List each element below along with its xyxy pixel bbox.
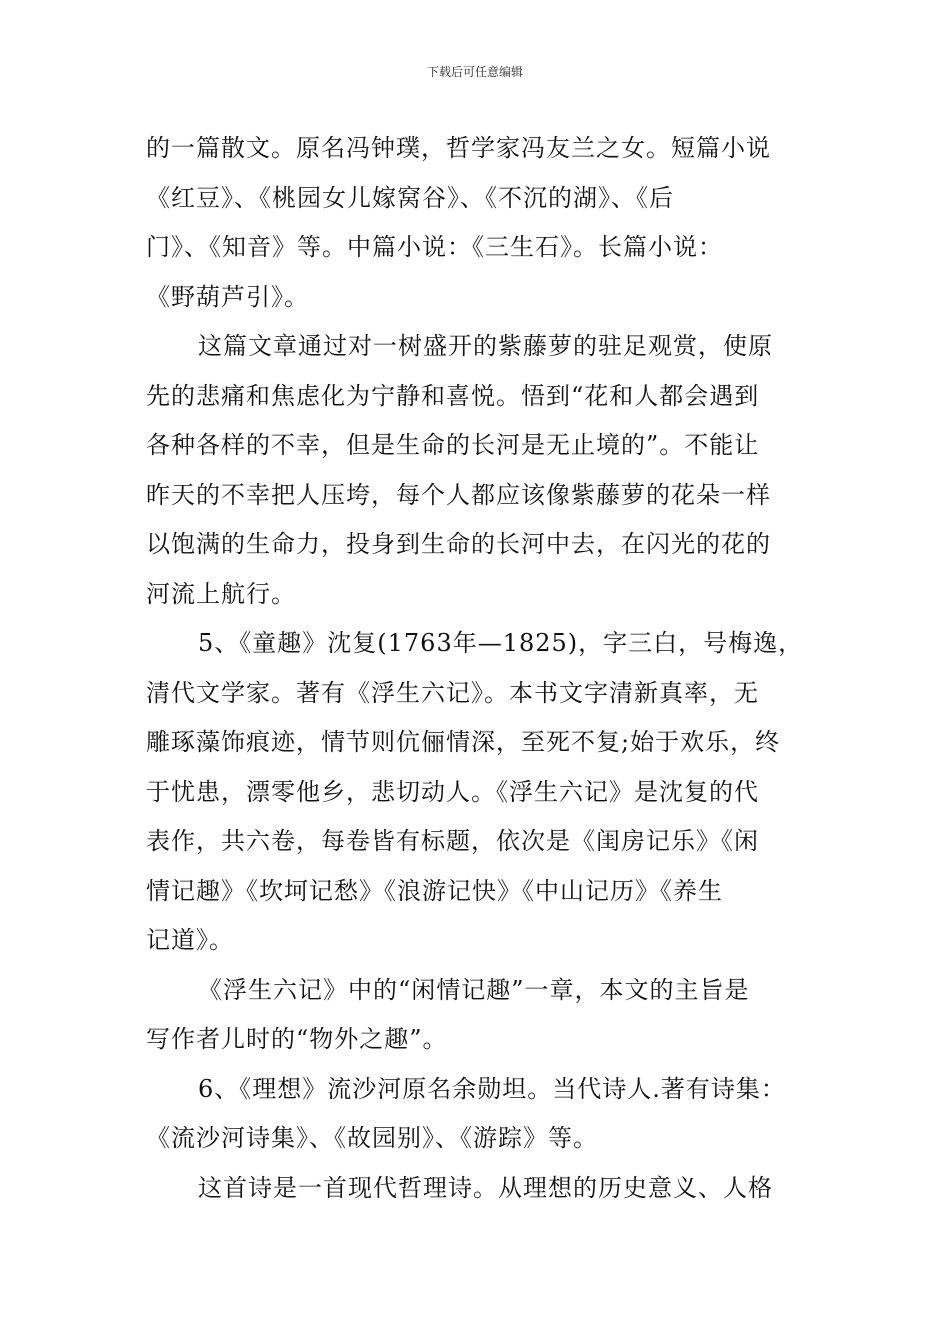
text-line: 这首诗是一首现代哲理诗。从理想的历史意义、人格 [198,1173,773,1202]
text-line: 河流上航行。 [146,579,296,608]
text-line: 6、《理想》流沙河原名余勋坦。当代诗人.著有诗集： [198,1074,786,1103]
text-line: 以饱满的生命力，投身到生命的长河中去，在闪光的花的 [146,530,771,558]
text-line: 的一篇散文。原名冯钟璞，哲学家冯友兰之女。短篇小说 [146,134,771,162]
text-line: 表作，共六卷，每卷皆有标题，依次是《闺房记乐》《闲 [146,827,759,855]
text-line: 清代文学家。著有《浮生六记》。本书文字清新真率，无 [146,678,759,707]
text-line: 情记趣》《坎坷记愁》《浪游记快》《中山记历》《养生 [146,876,723,905]
page-header: 下载后可任意编辑 [426,65,523,79]
text-line: 写作者儿时的“物外之趣”。 [146,1025,448,1053]
text-line: 《红豆》、《桃园女儿嫁窝谷》、《不沉的湖》、《后 [146,183,674,212]
text-line: 门》、《知音》等。中篇小说：《三生石》。长篇小说： [146,233,723,261]
text-line: 5、《童趣》沈复(1763年—1825)，字三白，号梅逸， [198,629,804,657]
text-line: 各种各样的不幸，但是生命的长河是无止境的”。不能让 [146,431,760,459]
text-line: 《浮生六记》中的“闲情记趣”一章，本文的主旨是 [198,975,750,1004]
text-line: 昨天的不幸把人压垮，每个人都应该像紫藤萝的花朵一样 [146,480,771,509]
document-body [146,124,806,1213]
text-line: 于忧患，漂零他乡，悲切动人。《浮生六记》是沈复的代 [146,777,759,806]
text-line: 雕琢藻饰痕迹，情节则伉俪情深，至死不复;始于欢乐，终 [146,728,781,756]
text-line: 《流沙河诗集》、《故园别》、《游踪》等。 [146,1124,598,1152]
text-line: 记道》。 [146,926,234,954]
text-line: 这篇文章通过对一树盛开的紫藤萝的驻足观赏，使原 [198,332,773,360]
text-line: 先的悲痛和焦虑化为宁静和喜悦。悟到“花和人都会遇到 [146,381,760,410]
text-line: 《野葫芦引》。 [146,282,309,311]
